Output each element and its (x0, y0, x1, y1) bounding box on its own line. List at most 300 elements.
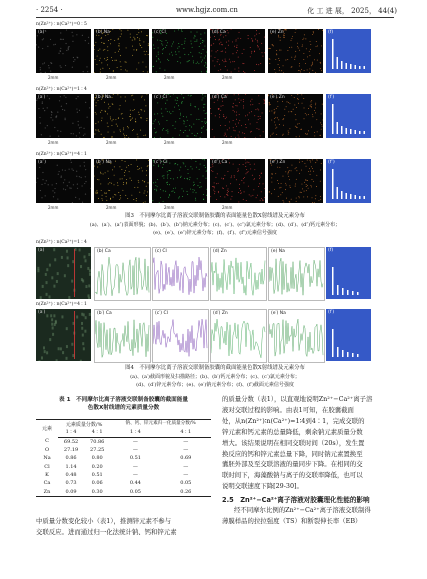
table-cell: 0.20 (91, 463, 103, 470)
map-dot (254, 179, 255, 180)
map-dot (243, 199, 244, 200)
panel-label: (e″) Zn (270, 160, 286, 165)
map-dot (312, 63, 313, 64)
map-dot (128, 165, 129, 166)
map-dot (108, 190, 109, 191)
map-dot (231, 177, 232, 178)
map-dot (119, 166, 120, 167)
texture (42, 285, 44, 288)
map-dot (146, 67, 147, 68)
map-dot (315, 195, 316, 196)
map-dot (313, 31, 314, 32)
map-dot (268, 95, 269, 96)
map-dot (180, 167, 181, 168)
map-dot (217, 50, 218, 51)
map-dot (290, 187, 291, 188)
map-dot (212, 186, 213, 187)
element-map (152, 159, 207, 203)
texture (53, 248, 55, 251)
map-dot (79, 198, 80, 199)
map-dot (295, 119, 296, 120)
text-line: 中质量分数变化较小（表1），推测锌元素不参与 (36, 517, 172, 525)
map-dot (95, 42, 96, 43)
map-dot (243, 101, 244, 102)
texture (81, 278, 83, 281)
scale-bar: 2mm (106, 140, 117, 145)
map-dot (258, 119, 259, 120)
map-dot (244, 191, 245, 192)
map-dot (214, 191, 215, 192)
map-dot (120, 97, 121, 98)
map-dot (156, 189, 157, 190)
map-dot (215, 39, 216, 40)
map-dot (47, 125, 48, 126)
map-dot (97, 192, 98, 193)
map-dot (112, 169, 113, 170)
map-dot (191, 95, 192, 96)
map-dot (177, 100, 178, 101)
map-dot (259, 175, 260, 176)
panel-graphic (269, 248, 324, 300)
map-dot (295, 186, 296, 187)
map-dot (295, 114, 296, 115)
table-cell: 0.69 (180, 455, 192, 462)
map-dot (317, 60, 318, 61)
panel-label: (f) (328, 30, 334, 35)
map-dot (200, 137, 201, 138)
map-dot (277, 167, 278, 168)
map-dot (130, 34, 131, 35)
map-dot (136, 69, 137, 70)
map-dot (206, 189, 207, 190)
text-line: 薄膜样品的拉拉强度（TS）和断裂伸长率（EB） (222, 516, 362, 525)
map-dot (270, 104, 271, 105)
map-dot (249, 194, 250, 195)
map-dot (161, 109, 162, 110)
texture (51, 318, 53, 321)
map-dot (84, 133, 85, 134)
map-dot (167, 174, 168, 175)
map-dot (52, 190, 53, 191)
map-dot (193, 185, 194, 186)
map-dot (216, 177, 217, 178)
map-dot (255, 137, 256, 138)
map-dot (233, 120, 234, 121)
map-dot (292, 36, 293, 37)
map-dot (203, 107, 204, 108)
map-dot (183, 162, 184, 163)
panel-label: (f″) (328, 160, 335, 165)
map-dot (298, 196, 299, 197)
map-dot (284, 37, 285, 38)
map-dot (250, 164, 251, 165)
map-dot (45, 127, 46, 128)
map-dot (206, 122, 207, 123)
map-dot (62, 53, 63, 54)
table-1-title-line-1: 表 1 不同摩尔比离子溶液交联制备胶囊的截面能量 (59, 397, 188, 403)
spectrum-peak (347, 290, 349, 295)
map-dot (279, 70, 280, 71)
map-dot (183, 132, 184, 133)
map-dot (59, 100, 60, 101)
map-dot (42, 179, 43, 180)
map-dot (62, 109, 63, 110)
table-1 (36, 419, 211, 497)
map-dot (315, 107, 316, 108)
map-dot (147, 166, 148, 167)
map-dot (296, 107, 297, 108)
map-dot (76, 34, 77, 35)
dot-map (36, 94, 91, 138)
map-dot (278, 196, 279, 197)
map-dot (95, 112, 96, 113)
texture (88, 253, 90, 256)
map-dot (283, 125, 284, 126)
map-dot (115, 60, 116, 61)
map-dot (261, 43, 262, 44)
map-dot (153, 182, 154, 183)
map-dot (83, 135, 84, 136)
map-dot (202, 60, 203, 61)
map-dot (235, 69, 236, 70)
element-line-scan (210, 309, 267, 363)
map-dot (113, 197, 114, 198)
texture (71, 280, 73, 283)
map-dot (303, 53, 304, 54)
map-dot (143, 135, 144, 136)
map-dot (201, 53, 202, 54)
panel-graphic (95, 310, 150, 362)
map-dot (248, 35, 249, 36)
map-dot (253, 189, 254, 190)
map-dot (243, 178, 244, 179)
map-dot (282, 192, 283, 193)
map-dot (238, 38, 239, 39)
map-dot (187, 61, 188, 62)
map-dot (264, 188, 265, 189)
map-dot (40, 123, 41, 124)
map-dot (225, 35, 226, 36)
map-dot (310, 44, 311, 45)
map-dot (110, 43, 111, 44)
map-dot (96, 192, 97, 193)
map-dot (214, 186, 215, 187)
map-dot (104, 102, 105, 103)
dot-map (94, 94, 149, 138)
element-map (94, 94, 149, 138)
texture (82, 334, 84, 337)
map-dot (72, 67, 73, 68)
map-dot (232, 61, 233, 62)
map-dot (310, 174, 311, 175)
map-dot (231, 72, 232, 73)
spectrum-plot (326, 94, 371, 138)
map-dot (222, 60, 223, 61)
map-dot (125, 96, 126, 97)
map-dot (254, 115, 255, 116)
line-scan-trace (211, 319, 265, 358)
map-dot (57, 198, 58, 199)
map-dot (97, 167, 98, 168)
map-dot (161, 113, 162, 114)
map-dot (121, 114, 122, 115)
map-dot (247, 115, 248, 116)
texture (46, 351, 48, 354)
map-dot (316, 175, 317, 176)
map-dot (258, 186, 259, 187)
map-dot (146, 195, 147, 196)
table-cell: — (183, 447, 189, 454)
table-cell: 0.51 (129, 455, 141, 462)
map-dot (101, 120, 102, 121)
map-dot (174, 107, 175, 108)
map-dot (96, 114, 97, 115)
map-dot (128, 127, 129, 128)
map-dot (203, 104, 204, 105)
map-dot (275, 128, 276, 129)
map-dot (244, 133, 245, 134)
table-header-element: 元素 (36, 420, 58, 438)
panel-graphic (153, 248, 208, 300)
map-dot (115, 52, 116, 53)
map-dot (214, 65, 215, 66)
map-dot (302, 161, 303, 162)
spectrum-bars (326, 94, 371, 138)
map-dot (88, 43, 89, 44)
map-dot (306, 190, 307, 191)
map-dot (135, 121, 136, 122)
texture (52, 326, 54, 329)
map-dot (130, 110, 131, 111)
map-dot (114, 40, 115, 41)
map-dot (101, 173, 102, 174)
map-dot (195, 161, 196, 162)
map-dot (154, 128, 155, 129)
map-dot (45, 30, 46, 31)
map-dot (148, 160, 149, 161)
row-label: n(Zn²⁺) ∶ n(Ca²⁺)=4 ∶ 1 (36, 302, 87, 307)
map-dot (128, 137, 129, 138)
map-dot (64, 95, 65, 96)
texture (89, 313, 91, 316)
map-dot (46, 180, 47, 181)
map-dot (156, 132, 157, 133)
texture (58, 347, 60, 350)
map-dot (125, 69, 126, 70)
map-dot (225, 118, 226, 119)
map-dot (157, 102, 158, 103)
map-dot (44, 110, 45, 111)
panel-label: (f′) (328, 310, 335, 315)
texture (46, 281, 48, 284)
map-dot (65, 43, 66, 44)
map-dot (309, 168, 310, 169)
map-dot (227, 190, 228, 191)
map-dot (120, 105, 121, 106)
map-dot (163, 175, 164, 176)
dot-map (210, 29, 265, 73)
map-dot (295, 32, 296, 33)
dot-map (36, 159, 91, 203)
map-dot (183, 97, 184, 98)
map-dot (240, 38, 241, 39)
map-dot (179, 51, 180, 52)
map-dot (123, 182, 124, 183)
map-dot (261, 198, 262, 199)
map-dot (131, 180, 132, 181)
scale-bar: 2mm (106, 205, 117, 210)
map-dot (146, 175, 147, 176)
map-dot (222, 51, 223, 52)
element-map (210, 94, 265, 138)
table-cell: 0.86 (65, 455, 77, 462)
panel-label: (a) (38, 30, 45, 35)
map-dot (109, 68, 110, 69)
map-dot (205, 96, 206, 97)
map-dot (158, 54, 159, 55)
left-column-text (36, 516, 211, 538)
texture (46, 293, 48, 296)
table-cell: 0.73 (65, 480, 77, 487)
map-dot (279, 67, 280, 68)
map-dot (291, 57, 292, 58)
map-dot (258, 64, 259, 65)
map-dot (204, 104, 205, 105)
map-dot (183, 120, 184, 121)
map-dot (234, 111, 235, 112)
map-dot (306, 184, 307, 185)
map-dot (145, 201, 146, 202)
map-dot (200, 38, 201, 39)
map-dot (145, 135, 146, 136)
map-dot (214, 182, 215, 183)
map-dot (280, 194, 281, 195)
map-dot (212, 60, 213, 61)
map-dot (221, 44, 222, 45)
map-dot (294, 59, 295, 60)
figure-3-caption: 图3 不同摩尔比离子溶液交联制备胶囊的表面能量色散X射线谱及元素分布 (125, 213, 305, 219)
texture (72, 354, 74, 357)
map-dot (132, 40, 133, 41)
journal-info: 化 工 进 展， 2025， 44(4) (307, 7, 397, 15)
map-dot (167, 175, 168, 176)
map-dot (204, 46, 205, 47)
map-dot (50, 117, 51, 118)
dot-map (268, 29, 323, 73)
map-dot (259, 33, 260, 34)
element-line-scan (210, 247, 267, 301)
map-dot (84, 165, 85, 166)
map-dot (314, 110, 315, 111)
map-dot (251, 51, 252, 52)
map-dot (246, 173, 247, 174)
map-dot (152, 200, 153, 201)
map-dot (283, 37, 284, 38)
map-dot (296, 167, 297, 168)
map-dot (312, 70, 313, 71)
map-dot (252, 104, 253, 105)
map-dot (169, 170, 170, 171)
map-dot (305, 179, 306, 180)
map-dot (311, 65, 312, 66)
map-dot (152, 37, 153, 38)
map-dot (160, 189, 161, 190)
map-dot (124, 137, 125, 138)
texture (80, 360, 82, 361)
table-cell-element: Na (43, 455, 51, 462)
map-dot (219, 64, 220, 65)
map-dot (148, 165, 149, 166)
map-dot (197, 39, 198, 40)
spectrum-peak (347, 352, 349, 357)
map-dot (70, 188, 71, 189)
map-dot (298, 103, 299, 104)
spectrum-peak (337, 57, 339, 69)
table-cell-element: K (45, 471, 49, 478)
map-dot (281, 70, 282, 71)
text-line: 锌元素和钙元素的总量降低，剩余钠元素质量分数 (222, 427, 363, 436)
map-dot (226, 194, 227, 195)
map-dot (184, 121, 185, 122)
texture (66, 357, 68, 360)
map-dot (98, 50, 99, 51)
map-dot (120, 131, 121, 132)
map-dot (106, 196, 107, 197)
map-dot (101, 110, 102, 111)
spectrum-peak (346, 128, 348, 134)
map-dot (181, 94, 182, 95)
panel-label: (b) Ca (97, 249, 111, 254)
page-number: · 2254 · (36, 6, 63, 14)
map-dot (98, 179, 99, 180)
map-dot (206, 195, 207, 196)
map-dot (261, 173, 262, 174)
map-dot (248, 119, 249, 120)
map-dot (131, 95, 132, 96)
map-dot (254, 35, 255, 36)
map-dot (254, 164, 255, 165)
map-dot (130, 114, 131, 115)
spectrum-peak (332, 267, 334, 295)
map-dot (299, 136, 300, 137)
map-dot (61, 106, 62, 107)
map-dot (180, 115, 181, 116)
map-dot (101, 190, 102, 191)
map-dot (187, 135, 188, 136)
map-dot (218, 39, 219, 40)
map-dot (228, 45, 229, 46)
map-dot (202, 100, 203, 101)
map-dot (217, 173, 218, 174)
map-dot (134, 39, 135, 40)
map-dot (306, 114, 307, 115)
map-dot (148, 182, 149, 183)
map-dot (127, 126, 128, 127)
map-dot (295, 126, 296, 127)
map-dot (310, 105, 311, 106)
map-dot (210, 167, 211, 168)
map-dot (112, 120, 113, 121)
map-dot (301, 69, 302, 70)
map-dot (85, 194, 86, 195)
map-dot (162, 45, 163, 46)
texture (53, 314, 55, 317)
map-dot (101, 198, 102, 199)
panel-label: (b′) Ca (97, 311, 112, 316)
map-dot (277, 117, 278, 118)
map-dot (239, 132, 240, 133)
map-dot (220, 196, 221, 197)
